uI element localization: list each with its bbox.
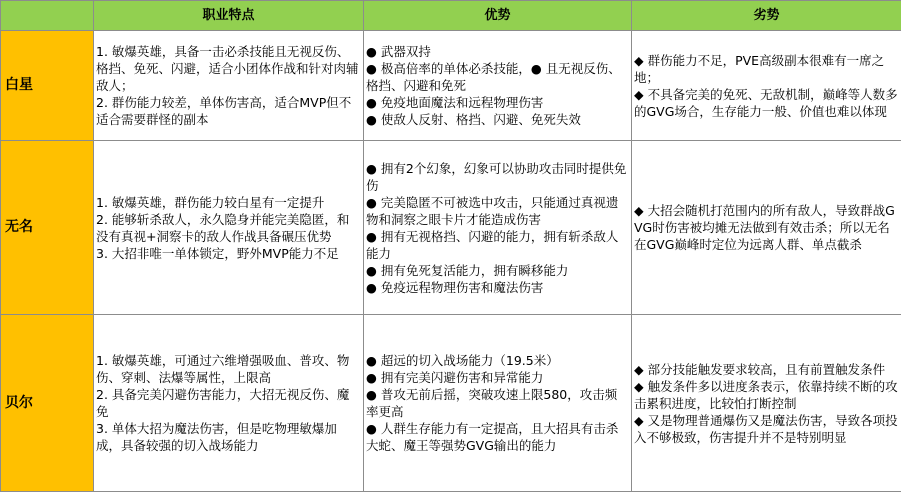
advantage-line: ● 极高倍率的单体必杀技能，● 且无视反伤、格挡、闪避和免死 <box>366 61 621 93</box>
advantage-line: ● 拥有完美闪避伤害和异常能力 <box>366 370 544 385</box>
traits-cell <box>94 141 364 315</box>
disadvantage-line: ◆ 不具备完美的免死、无敌机制，巅峰等人数多的GVG场合，生存能力一般、价值也难以体现 <box>634 86 898 119</box>
trait-line: 3. 大招非唯一单体锁定，野外MVP能力不足 <box>96 245 339 261</box>
advantage-line: ● 拥有2个幻象，幻象可以协助攻击同时提供免伤 <box>366 160 627 193</box>
trait-line: 1. 敏爆英雄，群伤能力较白星有一定提升 <box>96 194 325 210</box>
advantage-line: ● 免疫远程物理伤害和魔法伤害 <box>366 279 544 295</box>
advantages-cell <box>364 31 632 141</box>
hero-name: 白星 <box>1 31 94 141</box>
traits-cell <box>94 31 364 141</box>
advantage-line: ● 拥有无视格挡、闪避的能力，拥有斩杀敌人能力 <box>366 228 619 261</box>
header-corner <box>1 1 94 31</box>
table-row <box>1 31 901 141</box>
hero-name: 贝尔 <box>1 315 94 492</box>
disadvantage-line: ◆ 群伤能力不足，PVE高级副本很难有一席之地； <box>634 52 885 85</box>
disadvantage-line: ◆ 大招会随机打范围内的所有敌人，导致群战GVG时伤害被均摊无法做到有效击杀；所以无名在GVG巅峰时定位为远离人群、单点截杀 <box>634 203 895 252</box>
header-advantages: 优势 <box>364 1 632 31</box>
trait-line: 2. 能够斩杀敌人，永久隐身并能完美隐匿，和没有真视+洞察卡的敌人作战具备碾压优势 <box>96 211 350 244</box>
table-row <box>1 315 901 492</box>
trait-line: 1. 敏爆英雄，可通过六维增强吸血、普攻、物伤、穿刺、法爆等属性，上限高 <box>96 353 350 385</box>
advantages-cell <box>364 315 632 492</box>
trait-line: 3. 单体大招为魔法伤害，但是吃物理敏爆加成，具备较强的切入战场能力 <box>96 421 337 453</box>
disadvantage-line: ◆ 部分技能触发要求较高，且有前置触发条件 <box>634 361 886 377</box>
disadvantage-line: ◆ 触发条件多以进度条表示，依靠持续不断的攻击累积进度，比较怕打断控制 <box>634 378 898 411</box>
advantage-line: ● 免疫地面魔法和远程物理伤害 <box>366 95 544 110</box>
disadvantage-line: ◆ 又是物理普通爆伤又是魔法伤害，导致各项投入不够极致，伤害提升并不是特别明显 <box>634 412 898 445</box>
advantage-line: ● 普攻无前后摇，突破攻速上限580，攻击频率更高 <box>366 387 618 419</box>
header-traits: 职业特点 <box>94 1 364 31</box>
advantage-line: ● 完美隐匿不可被选中攻击，只能通过真视遗物和洞察之眼卡片才能造成伤害 <box>366 194 619 227</box>
table-row <box>1 141 901 315</box>
trait-line: 1. 敏爆英雄，具备一击必杀技能且无视反伤、格挡、免死、闪避，适合小团体作战和针对肉辅敌人； <box>96 44 359 93</box>
advantage-line: ● 使敌人反射、格挡、闪避、免死失效 <box>366 112 581 127</box>
disadvantages-cell <box>632 141 901 315</box>
advantage-line: ● 超远的切入战场能力（19.5米） <box>366 353 559 368</box>
disadvantages-cell <box>632 31 901 141</box>
header-disadvantages: 劣势 <box>632 1 901 31</box>
hero-name: 无名 <box>1 141 94 315</box>
header-row <box>1 1 901 31</box>
disadvantages-cell <box>632 315 901 492</box>
advantages-cell <box>364 141 632 315</box>
trait-line: 2. 群伤能力较差，单体伤害高，适合MVP但不适合需要群怪的副本 <box>96 95 352 127</box>
trait-line: 2. 具备完美闪避伤害能力，大招无视反伤、魔免 <box>96 387 350 419</box>
advantage-line: ● 拥有免死复活能力，拥有瞬移能力 <box>366 262 569 278</box>
advantage-line: ● 武器双持 <box>366 44 431 59</box>
advantage-line: ● 人群生存能力有一定提高，且大招具有击杀大蛇、魔王等强势GVG输出的能力 <box>366 421 619 453</box>
traits-cell <box>94 315 364 492</box>
